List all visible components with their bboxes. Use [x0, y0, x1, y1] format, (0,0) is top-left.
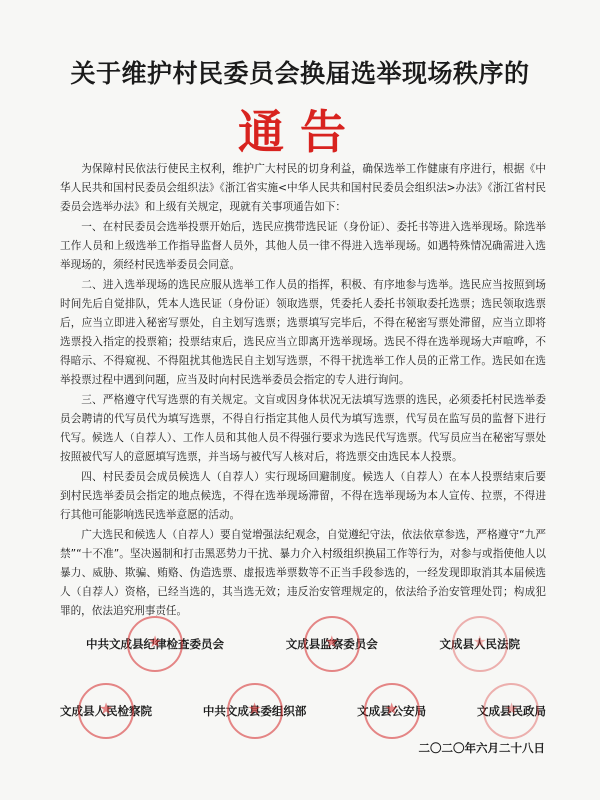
issuer-civil-affairs	[477, 703, 546, 719]
issuer-name: 文成县人民法院	[439, 637, 520, 651]
issuer-name: 文成县监察委员会	[285, 637, 378, 651]
issuer-discipline-commission	[86, 636, 224, 652]
clause-2-paragraph: 二、进入选举现场的选民应服从选举工作人员的指挥，积极、有序地参与选举。选民应当按照到场时间先后自觉排队，凭本人选民证（身份证）领取选票，凭委托人委托书领取委托选票；选民领取选票后，应当立即进入秘密写票处，自主划写选票；选票填写完毕后，不得在秘密写票处滞留，应当立即将选票投入指定的投票箱；投票结束后，选民应当立即离开选举现场。选民不得在选举现场大声喧哗，不得暗示、不得窥视、不得阻扰其他选民自主划写选票，不得干扰选举工作人员的正常工作。选民如在选举投票过程中遇到问题，应当及时向村民选举委员会指定的专人进行询问。	[60, 279, 546, 386]
issuer-name: 文成县民政局	[476, 704, 546, 718]
issuers-row-2	[60, 703, 546, 719]
notice-title: 关于维护村民委员会换届选举现场秩序的	[70, 59, 530, 88]
issuer-name: 文成县公安局	[357, 704, 427, 718]
issuer-procuratorate	[60, 703, 152, 719]
issuers-row-1	[60, 636, 546, 652]
clause-4-paragraph: 四、村民委员会成员候选人（自荐人）实行现场回避制度。候选人（自荐人）在本人投票结束后要到村民选举委员会指定的地点候选，不得在选举现场滞留，不得在选举现场为本人宣传、拉票，不得进行其他可能影响选民选举意愿的活动。	[60, 471, 546, 521]
issuer-name: 中共文成县委组织部	[202, 704, 307, 718]
intro-paragraph: 为保障村民依法行使民主权利，维护广大村民的切身利益，确保选举工作健康有序进行，根据《中华人民共和国村民委员会组织法》《浙江省实施<中华人民共和国村民委员会组织法>办法》《浙江省村民委员会选举办法》和上级有关规定，现就有关事项通告如下：	[60, 163, 546, 213]
closing-paragraph: 广大选民和候选人（自荐人）要自觉增强法纪观念，自觉遵纪守法，依法依章参选，严格遵守“九严禁”“十不准”。坚决遏制和打击黑恶势力干扰、暴力介入村级组织换届工作等行为，对参与或指使他人以暴力、威胁、欺骗、贿赂、伪造选票、虚报选举票数等不正当手段参选的，一经发现即取消其本届候选人（自荐人）资格，已经当选的，其当选无效；违反治安管理规定的，依法给予治安管理处罚；构成犯罪的，依法追究刑事责任。	[60, 529, 546, 617]
issuer-name: 文成县人民检察院	[60, 704, 152, 718]
issuer-name: 中共文成县纪律检查委员会	[86, 637, 224, 651]
issue-date: 二〇二〇年六月二十八日	[418, 741, 545, 755]
issuer-supervision-commission	[286, 636, 378, 652]
notice-heading: 通告	[238, 105, 362, 159]
issuer-public-security	[357, 703, 426, 719]
notice-body	[60, 160, 546, 621]
clause-3-paragraph: 三、严格遵守代写选票的有关规定。文盲或因身体状况无法填写选票的选民，必须委托村民选举委员会聘请的代写员代为填写选票，不得自行指定其他人员代为填写选票，代写员在监写员的监督下进行代写。候选人（自荐人）、工作人员和其他人员不得强行要求为选民代写选票。代写员应当在秘密写票处按照被代写人的意愿填写选票，并当场与被代写人核对后，将选票交由选民本人投票。	[60, 394, 546, 463]
clause-1-paragraph: 一、在村民委员会选举投票开始后，选民应携带选民证（身份证）、委托书等进入选举现场。除选举工作人员和上级选举工作指导监督人员外，其他人员一律不得进入选举现场。如遇特殊情况确需进入选举现场的，须经村民选举委员会同意。	[60, 221, 546, 271]
issuer-peoples-court	[440, 636, 521, 652]
issuer-organization-dept	[203, 703, 307, 719]
